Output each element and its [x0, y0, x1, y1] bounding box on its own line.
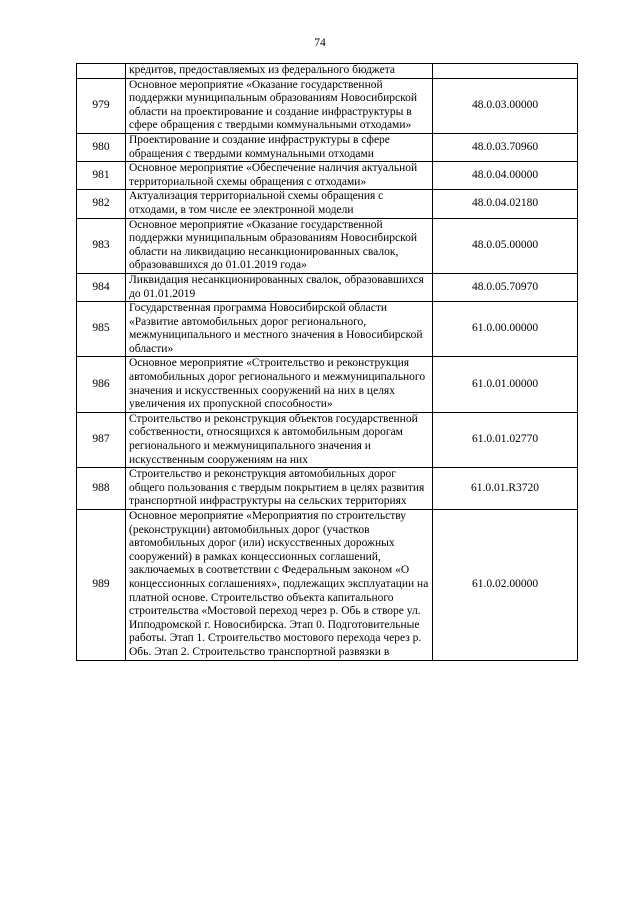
row-name-cell: Проектирование и создание инфраструктуры в сфере обращения с твердыми коммунальными отходами — [126, 133, 433, 161]
row-code-cell: 48.0.05.00000 — [433, 218, 578, 273]
row-code-cell: 61.0.01.02770 — [433, 412, 578, 467]
row-number-cell: 989 — [77, 510, 126, 661]
row-code-cell: 48.0.05.70970 — [433, 273, 578, 301]
table-row — [77, 412, 578, 467]
row-number-cell: 985 — [77, 302, 126, 357]
table-row — [77, 218, 578, 273]
row-number-cell: 983 — [77, 218, 126, 273]
table-row — [77, 190, 578, 218]
row-number-cell: 986 — [77, 357, 126, 412]
row-number-cell: 981 — [77, 162, 126, 190]
row-name-cell: Основное мероприятие «Оказание государственной поддержки муниципальным образованиям Новосибирской области на проектирование и создание инфраструктуры в сфере обращения с твердыми коммунальными отходами» — [126, 78, 433, 133]
page-number: 74 — [314, 37, 326, 49]
row-name-cell: Строительство и реконструкция автомобильных дорог общего пользования с твердым покрытием в целях развития транспортной инфраструктуры на сельских территориях — [126, 468, 433, 510]
row-number-cell: 982 — [77, 190, 126, 218]
row-name-cell: Основное мероприятие «Обеспечение наличия актуальной территориальной схемы обращения с отходами» — [126, 162, 433, 190]
row-code-cell: 61.0.00.00000 — [433, 302, 578, 357]
table-row — [77, 357, 578, 412]
row-name-cell: кредитов, предоставляемых из федерального бюджета — [126, 64, 433, 79]
row-number-cell: 987 — [77, 412, 126, 467]
table-row — [77, 468, 578, 510]
row-name-cell: Ликвидация несанкционированных свалок, образовавшихся до 01.01.2019 — [126, 273, 433, 301]
row-code-cell: 61.0.01.00000 — [433, 357, 578, 412]
row-code-cell: 48.0.04.00000 — [433, 162, 578, 190]
row-code-cell: 61.0.01.R3720 — [433, 468, 578, 510]
row-code-cell: 61.0.02.00000 — [433, 510, 578, 661]
row-name-cell: Основное мероприятие «Мероприятия по строительству (реконструкции) автомобильных дорог (участков автомобильных дорог (или) искусственных дорожных сооружений) в рамках концессионных соглашений, заключаемых в соответствии с Федеральным законом «О концессионных соглашениях», подлежащих эксплуатации на платной основе. Строительство объекта капитального строительства «Мостовой переход через р. Обь в створе ул. Ипподромской г. Новосибирска. Этап 0. Подготовительные работы. Этап 1. Строительство мостового перехода через р. Обь. Этап 2. Строительство транспортной развязки в — [126, 510, 433, 661]
row-number-cell: 980 — [77, 133, 126, 161]
row-number-cell — [77, 64, 126, 79]
table-row — [77, 273, 578, 301]
row-number-cell: 984 — [77, 273, 126, 301]
row-number-cell: 979 — [77, 78, 126, 133]
row-name-cell: Актуализация территориальной схемы обращения с отходами, в том числе ее электронной модели — [126, 190, 433, 218]
row-code-cell — [433, 64, 578, 79]
row-name-cell: Государственная программа Новосибирской области «Развитие автомобильных дорог регионального, межмуниципального и местного значения в Новосибирской области» — [126, 302, 433, 357]
table-row — [77, 133, 578, 161]
row-name-cell: Основное мероприятие «Строительство и реконструкция автомобильных дорог регионального и межмуниципального значения и искусственных сооружений на них в целях увеличения их пропускной способности» — [126, 357, 433, 412]
row-name-cell: Основное мероприятие «Оказание государственной поддержки муниципальным образованиям Новосибирской области на ликвидацию несанкционированных свалок, образовавшихся до 01.01.2019 года» — [126, 218, 433, 273]
table-row — [77, 510, 578, 661]
table-row — [77, 78, 578, 133]
row-code-cell: 48.0.03.00000 — [433, 78, 578, 133]
table-row — [77, 162, 578, 190]
row-code-cell: 48.0.03.70960 — [433, 133, 578, 161]
table-row — [77, 302, 578, 357]
table-row — [77, 64, 578, 79]
budget-classification-table — [76, 63, 578, 661]
row-code-cell: 48.0.04.02180 — [433, 190, 578, 218]
row-number-cell: 988 — [77, 468, 126, 510]
row-name-cell: Строительство и реконструкция объектов государственной собственности, относящихся к автомобильным дорогам регионального и межмуниципального значения и искусственным сооружениям на них — [126, 412, 433, 467]
